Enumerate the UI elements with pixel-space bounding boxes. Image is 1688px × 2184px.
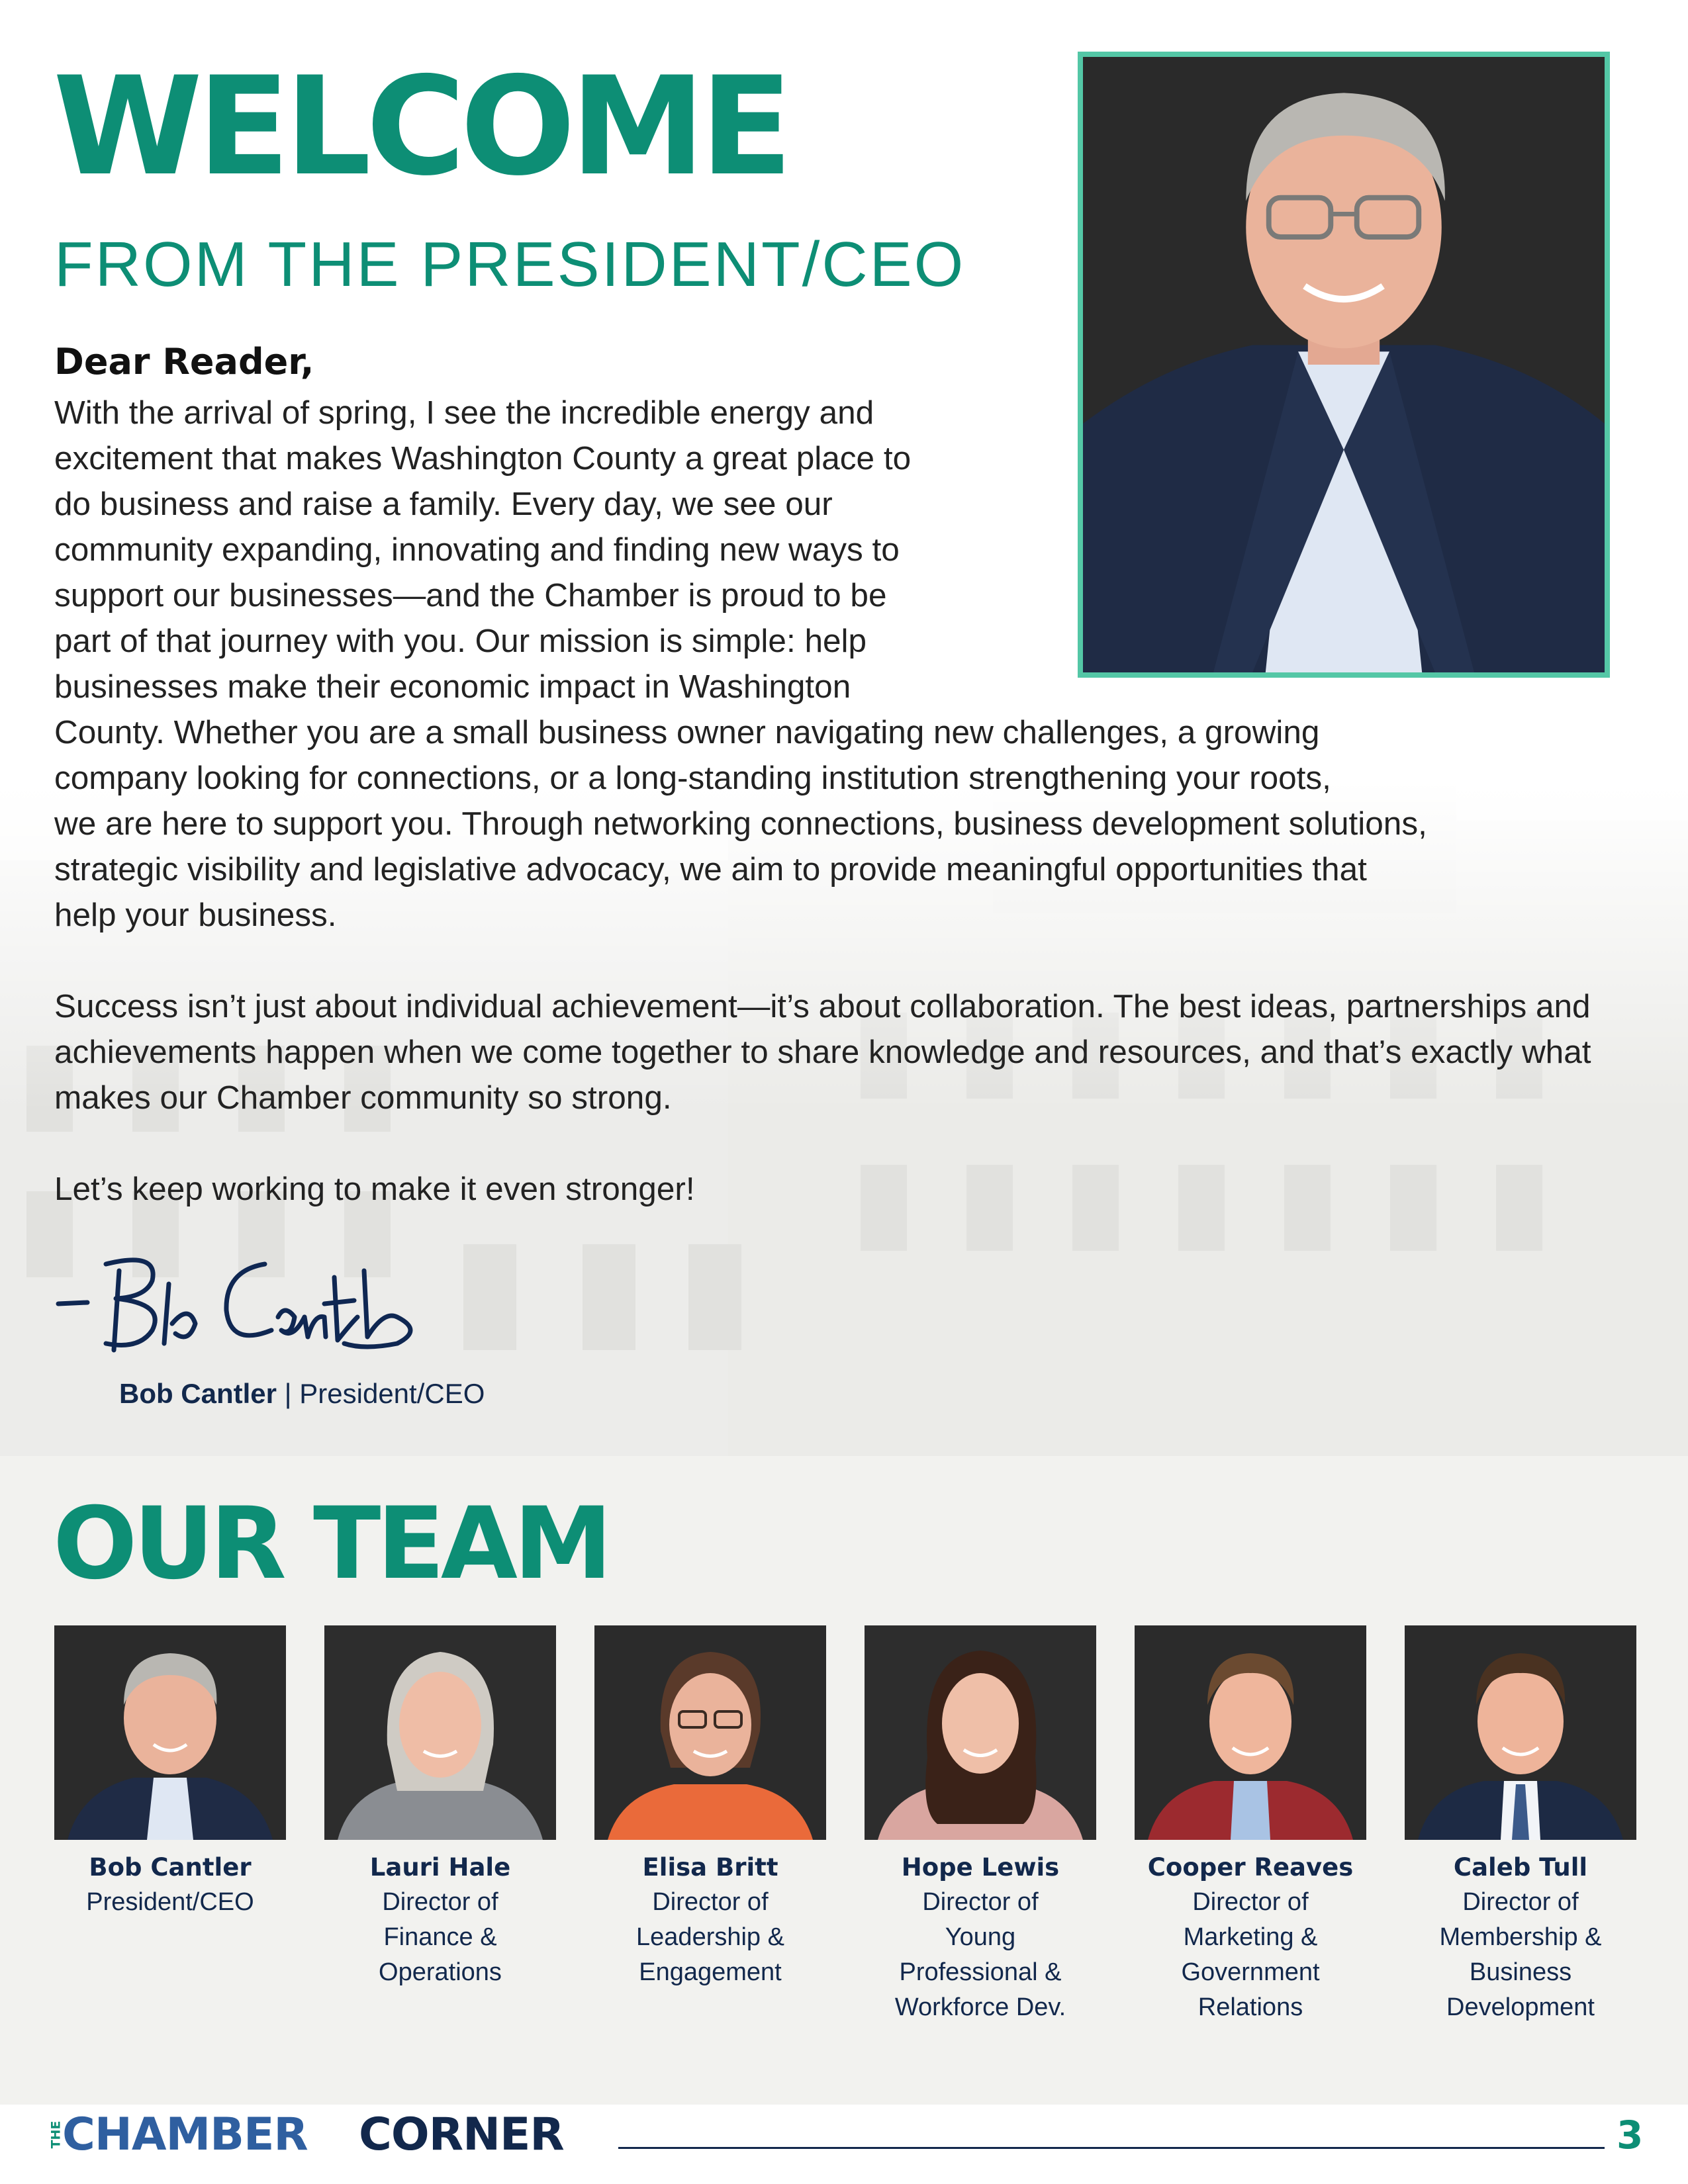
team-member-card — [54, 1625, 286, 1920]
letter-line: help your business. — [54, 897, 337, 933]
team-member-photo — [865, 1625, 1096, 1840]
team-member-name: Elisa Britt — [642, 1853, 778, 1882]
team-member-name: Lauri Hale — [369, 1853, 511, 1882]
team-member-role: Director of Young Professional & Workforce Dev. — [894, 1888, 1066, 2021]
page-footer — [42, 2110, 1644, 2163]
brand-the-label: THE — [48, 2120, 64, 2149]
letter-paragraph-2: Success isn’t just about individual achievement—it’s about collaboration. The best ideas, partnerships and achievements happen when we come together to share knowledge and resources, and that’s exactly what makes our Chamber community so strong. — [54, 988, 1591, 1116]
signer-name: Bob Cantler — [119, 1378, 277, 1409]
page-title: WELCOME — [53, 48, 788, 206]
team-member-photo — [54, 1625, 286, 1840]
letter-paragraph-1 — [54, 390, 1643, 938]
team-member-photo — [594, 1625, 826, 1840]
team-member-role: Director of Leadership & Engagement — [636, 1888, 784, 1986]
team-member-photo — [1405, 1625, 1636, 1840]
letter-salutation: Dear Reader, — [54, 341, 314, 383]
team-member-card — [1405, 1625, 1636, 2025]
team-member-card — [1135, 1625, 1366, 2025]
footer-rule — [618, 2147, 1643, 2149]
letter-line: we are here to support you. Through networking connections, business development solutions, — [54, 805, 1427, 842]
letter-line: do business and raise a family. Every day, we see our — [54, 486, 833, 522]
brand-chamber: CHAMBER — [62, 2109, 308, 2161]
team-member-name: Cooper Reaves — [1147, 1853, 1354, 1882]
team-member-photo — [324, 1625, 556, 1840]
signer-title: President/CEO — [299, 1378, 485, 1409]
team-member-role: Director of Membership & Business Development — [1439, 1888, 1602, 2021]
team-member-card — [324, 1625, 556, 1990]
brand-corner: CORNER — [359, 2109, 564, 2161]
letter-body — [54, 334, 1643, 1212]
letter-line: strategic visibility and legislative advocacy, we aim to provide meaningful opportunities that — [54, 851, 1367, 887]
team-section-title: OUR TEAM — [53, 1486, 609, 1602]
letter-line: company looking for connections, or a long-standing institution strengthening your roots, — [54, 760, 1331, 796]
letter-line: part of that journey with you. Our mission is simple: help — [54, 623, 867, 659]
signature-caption — [119, 1378, 485, 1410]
letter-line: support our businesses—and the Chamber is proud to be — [54, 577, 887, 614]
signer-separator: | — [277, 1378, 300, 1409]
team-member-role: President/CEO — [86, 1888, 254, 1916]
letter-closing: Let’s keep working to make it even stronger! — [54, 1171, 695, 1207]
letter-line: community expanding, innovating and finding new ways to — [54, 531, 900, 568]
team-member-name: Caleb Tull — [1453, 1853, 1588, 1882]
team-grid — [54, 1625, 1636, 2029]
page-subtitle: FROM THE PRESIDENT/CEO — [54, 229, 966, 300]
team-member-card — [594, 1625, 826, 1990]
team-member-role: Director of Marketing & Government Relations — [1181, 1888, 1320, 2021]
team-member-card — [865, 1625, 1096, 2025]
letter-line: excitement that makes Washington County a great place to — [54, 440, 912, 477]
team-member-name: Bob Cantler — [89, 1853, 252, 1882]
page-number: 3 — [1605, 2110, 1643, 2160]
letter-line: businesses make their economic impact in Washington — [54, 668, 851, 705]
letter-line: With the arrival of spring, I see the incredible energy and — [54, 394, 874, 431]
team-member-photo — [1135, 1625, 1366, 1840]
handwritten-signature — [53, 1244, 437, 1363]
team-member-name: Hope Lewis — [901, 1853, 1060, 1882]
letter-line: County. Whether you are a small business owner navigating new challenges, a growing — [54, 714, 1320, 751]
team-member-role: Director of Finance & Operations — [379, 1888, 502, 1986]
